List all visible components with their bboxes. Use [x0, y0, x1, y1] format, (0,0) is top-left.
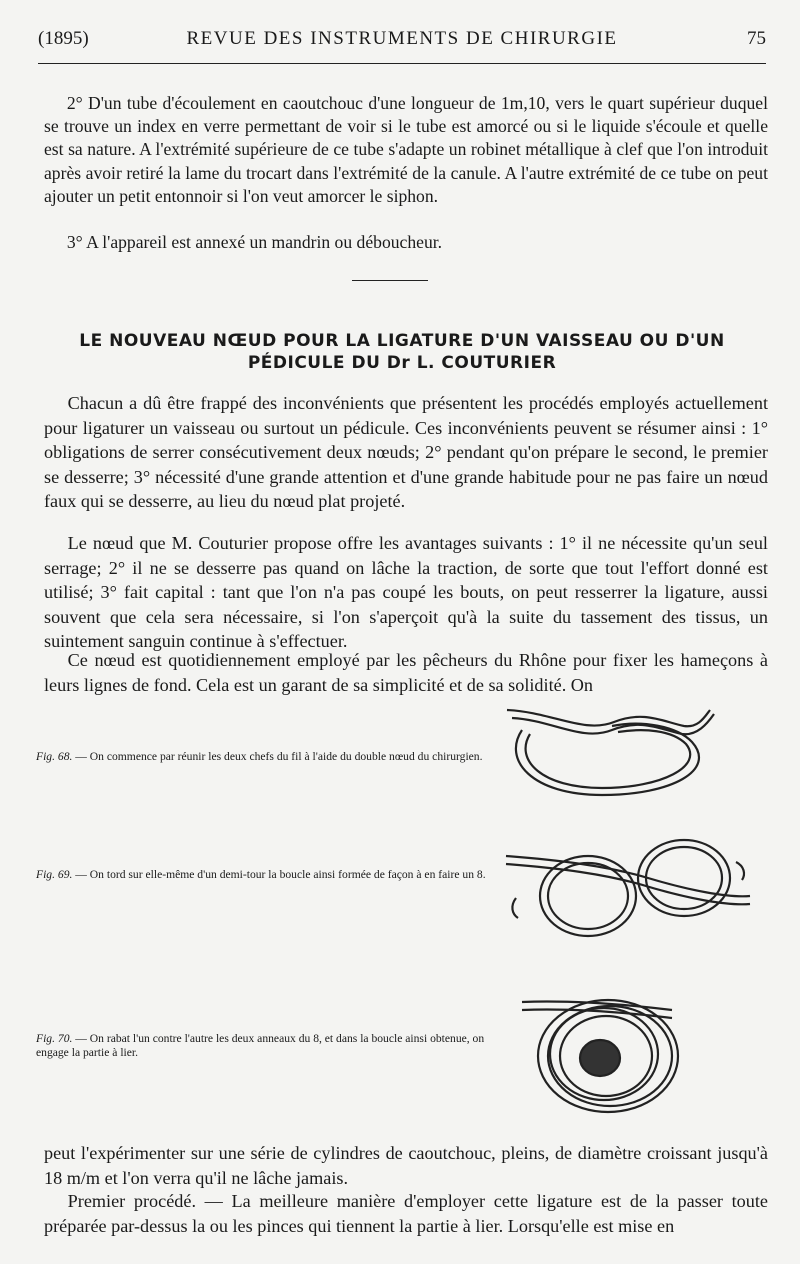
- header-year: (1895): [38, 28, 89, 49]
- section-separator: [352, 280, 428, 281]
- figure-caption-69: [36, 868, 494, 882]
- knot-figure-69: [498, 826, 760, 946]
- figure-caption-70: [36, 1032, 494, 1060]
- knot-figure-68: [492, 700, 732, 810]
- figure-caption-text: — On rabat l'un contre l'autre les deux anneaux du 8, et dans la boucle ainsi obtenue, on engage la partie à lier.: [36, 1032, 485, 1059]
- article-title-line-1: LE NOUVEAU NŒUD POUR LA LIGATURE D'UN VAISSEAU OU D'UN: [79, 331, 725, 351]
- journal-title: REVUE DES INSTRUMENTS DE CHIRURGIE: [186, 28, 618, 49]
- figure-label: Fig. 68.: [36, 750, 73, 763]
- article-paragraph-4: peut l'expérimenter sur une série de cylindres de caoutchouc, pleins, de diamètre croissant jusqu'à 18 m/m et l'on verra qu'il ne lâche jamais.: [44, 1143, 768, 1188]
- article-title: [36, 330, 768, 374]
- page-number: 75: [747, 28, 766, 49]
- figure-caption-text: — On commence par réunir les deux chefs du fil à l'aide du double nœud du chirurgien.: [72, 750, 483, 763]
- figure-label: Fig. 69.: [36, 868, 73, 881]
- figure-caption-68: [36, 750, 494, 764]
- intro-paragraph-2: 3° A l'appareil est annexé un mandrin ou déboucheur.: [66, 232, 443, 252]
- header-rule: [38, 63, 766, 64]
- article-title-line-2: PÉDICULE DU Dr L. COUTURIER: [247, 353, 557, 373]
- knot-figure-70: [512, 976, 712, 1126]
- article-paragraph-2: Le nœud que M. Couturier propose offre les avantages suivants : 1° il ne nécessite qu'un seul serrage; 2° il ne se desserre pas quand on lâche la traction, de sorte que tout l'effort donné est utilisé; 3° fait capital : tant que l'on n'a pas coupé les bouts, on peut resserrer la ligature, aussi souvent que cela sera nécessaire, si l'on s'aperçoit qu'à la suite du tassement des tissus, un suintement sanguin continue à s'effectuer.: [44, 533, 768, 652]
- figure-caption-text: — On tord sur elle-même d'un demi-tour la boucle ainsi formée de façon à en faire un 8.: [72, 868, 486, 881]
- figure-label: Fig. 70.: [36, 1032, 73, 1045]
- running-header: [38, 28, 766, 56]
- intro-paragraph-1: 2° D'un tube d'écoulement en caoutchouc d'une longueur de 1m,10, vers le quart supérieur duquel se trouve un index en verre permettant de voir si le tube est amorcé ou si le liquide s'écoule et quelle est sa nature. A l'extrémité supérieure de ce tube s'adapte un robinet métallique à clef que l'on introduit après avoir retiré la lame du trocart dans l'extrémité de la canule. A l'autre extrémité de ce tube on peut ajouter un petit entonnoir si l'on veut amorcer le siphon.: [44, 93, 768, 206]
- article-paragraph-5: Premier procédé. — La meilleure manière d'employer cette ligature est de la passer toute préparée par-dessus la ou les pinces qui tiennent la partie à lier. Lorsqu'elle est mise en: [44, 1191, 768, 1236]
- article-paragraph-1: Chacun a dû être frappé des inconvénients que présentent les procédés employés actuellement pour ligaturer un vaisseau ou surtout un pédicule. Ces inconvénients peuvent se résumer ainsi : 1° obligations de serrer consécutivement deux nœuds; 2° pendant qu'on prépare le second, le premier se desserre; 3° nécessité d'une grande attention et d'une grande habitude pour ne pas faire un nœud faux qui se desserre, au lieu du nœud plat projeté.: [44, 393, 768, 512]
- article-paragraph-3: Ce nœud est quotidiennement employé par les pêcheurs du Rhône pour fixer les hameçons à leurs lignes de fond. Cela est un garant de sa simplicité et de sa solidité. On: [44, 650, 768, 695]
